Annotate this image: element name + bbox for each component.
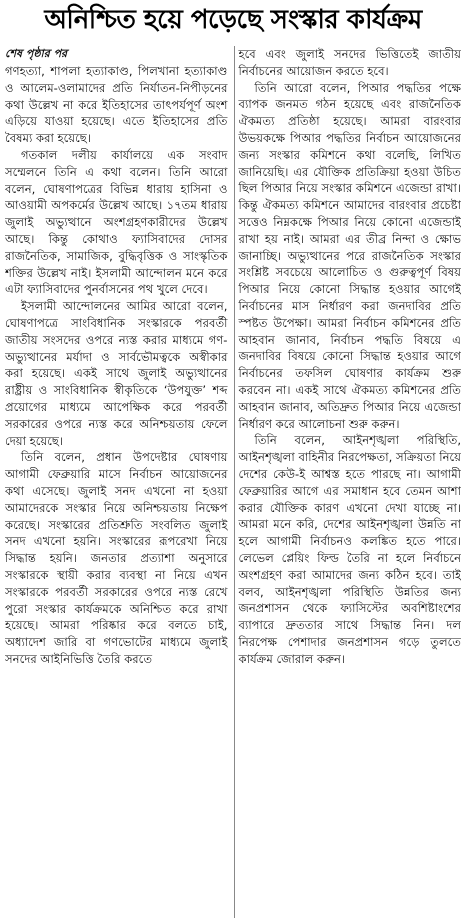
left-column: [5, 46, 232, 918]
right-column: [237, 46, 462, 918]
paragraph: গণহত্যা, শাপলা হত্যাকাণ্ড, পিলখানা হত্যাকাণ্ড ও আলেম-ওলামাদের প্রতি নির্যাতন-নিপীড়নের কথা উল্লেখ না করে ইতিহাসের তাৎপর্যপূর্ণ অংশ এড়িয়ে যাওয়া হয়েছে। এতে ইতিহাসের প্রতি বৈষম্য করা হয়েছে।: [5, 64, 228, 146]
article-headline: অনিশ্চিত হয়ে পড়েছে সংস্কার কার্যক্রম: [44, 5, 422, 35]
continuation-label: শেষ পৃষ্ঠার পর: [5, 47, 68, 60]
paragraph: হবে এবং জুলাই সনদের ভিত্তিতেই জাতীয় নির্বাচনের আয়োজন করতে হবে।: [238, 47, 461, 78]
column-divider: [234, 46, 235, 918]
paragraph: তিনি বলেন, আইনশৃঙ্খলা পরিস্থিতি, আইনশৃঙ্খলা বাহিনীর নিরপেক্ষতা, সক্রিয়তা নিয়ে দেশের কেউ-ই আশ্বস্ত হতে পারছে না। আগামী ফেব্রুয়ারির আগে এর সমাধান হবে তেমন আশা করার যৌক্তিক কারণ এখনো দেখা যাচ্ছে না। আমরা মনে করি, দেশের আইনশৃঙ্খলা উন্নতি না হলে আগামী নির্বাচনও কলঙ্কিত হতে পারে। লেভেল প্লেয়িং ফিল্ড তৈরি না হলে নির্বাচনে অংশগ্রহণ করা আমাদের জন্য কঠিন হবে। তাই বলব, আইনশৃঙ্খলা পরিস্থিতি উন্নতির জন্য জনপ্রশাসন থেকে ফ্যাসিস্টের অবশিষ্টাংশের ব্যাপারে দ্রুততার সাথে সিদ্ধান্ত নিন। দল নিরপেক্ষ পেশাদার জনপ্রশাসন গড়ে তুলতে কার্যক্রম জোরাল করুন।: [238, 433, 461, 666]
paragraph: তিনি বলেন, প্রধান উপদেষ্টার ঘোষণায় আগামী ফেব্রুয়ারি মাসে নির্বাচন আয়োজনের কথা এসেছে। জুলাই সনদ এখনো না হওয়া আমাদেরকে সংস্কার নিয়ে অনিশ্চয়তায় নিক্ষেপ করেছে। সংস্কারের প্রতিশ্রুতি সংবলিত জুলাই সনদ এখনো হয়নি। সংস্কারের রূপরেখা নিয়ে সিদ্ধান্ত হয়নি। জনতার প্রত্যাশা অনুসারে সংস্কারকে স্থায়ী করার ব্যবস্থা না নিয়ে এখন সংস্কারকে পরবর্তী সরকারের ওপরে ন্যস্ত রেখে পুরো সংস্কার কার্যক্রমকে অনিশ্চিত করে রাখা হয়েছে। আমরা পরিষ্কার করে বলতে চাই, অধ্যাদেশ জারি বা গণভোটের মাধ্যমে জুলাই সনদের আইনিভিত্তি তৈরি করতে: [5, 450, 228, 666]
article-body: [5, 46, 461, 918]
paragraph: ইসলামী আন্দোলনের আমির আরো বলেন, ঘোষণাপত্রে সাংবিধানিক সংস্কারকে পরবর্তী জাতীয় সংসদের ওপরে ন্যস্ত করার মাধ্যমে গণ-অভ্যুত্থানের মর্যাদা ও সার্বভৌমত্বকে অস্বীকার করা হয়েছে। একই সাথে জুলাই অভ্যুত্থানের রাষ্ট্রীয় ও সাংবিধানিক স্বীকৃতিকে ‘উপযুক্ত’ শব্দ প্রয়োগের মাধ্যমে আপেক্ষিক করে পরবর্তী সরকারের ওপরে ন্যস্ত করে অনিশ্চয়তায় ফেলে দেয়া হয়েছে।: [5, 299, 228, 448]
paragraph: তিনি আরো বলেন, পিআর পদ্ধতির পক্ষে ব্যাপক জনমত গঠন হয়েছে এবং রাজনৈতিক ঐকমত্য প্রতিষ্ঠা হয়েছে। আমরা বারংবার উভয়কক্ষে পিআর পদ্ধতির নির্বাচন আয়োজনের জন্য সংস্কার কমিশনে কথা বলেছি, লিখিত জানিয়েছি। এর যৌক্তিক প্রতিক্রিয়া হওয়া উচিত ছিল পিআর নিয়ে সংস্কার কমিশনে এজেন্ডা রাখা। কিন্তু ঐকমত্য কমিশনে আমাদের বারংবার প্রচেষ্টা সত্তেও নিম্নকক্ষে পিআর নিয়ে কোনো এজেন্ডাই রাখা হয় নাই। আমরা এর তীব্র নিন্দা ও ক্ষোভ জানাচ্ছি। অভ্যুত্থানের পরে রাজনৈতিক সংস্কার সংশ্লিষ্ট সবচেয়ে আলোচিত ও গুরুত্বপূর্ণ বিষয় পিআর নিয়ে কোনো সিদ্ধান্ত হওয়ার আগেই নির্বাচনের মাস নির্ধারণ করা জনদাবির প্রতি স্পষ্টত উপেক্ষা। আমরা নির্বাচন কমিশনের প্রতি আহবান জানাব, নির্বাচন পদ্ধতি বিষয়ে এ জনদাবির বিষয়ে কোনো সিদ্ধান্ত হওয়ার আগে নির্বাচনের তফসিল ঘোষণার কার্যক্রম শুরু করবেন না। একই সাথে ঐকমত্য কমিশনের প্রতি আহবান জানাব, অতিদ্রুত পিআর নিয়ে এজেন্ডা নির্ধারণ করে আলোচনা শুরু করুন।: [238, 80, 461, 431]
paragraph: গতকাল দলীয় কার্যালয়ে এক সংবাদ সম্মেলনে তিনি এ কথা বলেন। তিনি আরো বলেন, ঘোষণাপত্রের বিভিন্ন ধারায় হাসিনা ও আওয়ামী অপকর্মের উল্লেখ আছে। ১৭তম ধারায় জুলাই অভ্যুত্থানে অংশগ্রহণকারীদের উল্লেখ আছে। কিন্তু কোথাও ফ্যাসিবাদের দোসর রাজনৈতিক, সামাজিক, বুদ্ধিবৃত্তিক ও সাংস্কৃতিক শক্তির উল্লেখ নাই। ইসলামী আন্দোলন মনে করে এটা ফ্যাসিবাদের পুনর্বাসনের পথ খুলে দেবে।: [5, 147, 228, 297]
